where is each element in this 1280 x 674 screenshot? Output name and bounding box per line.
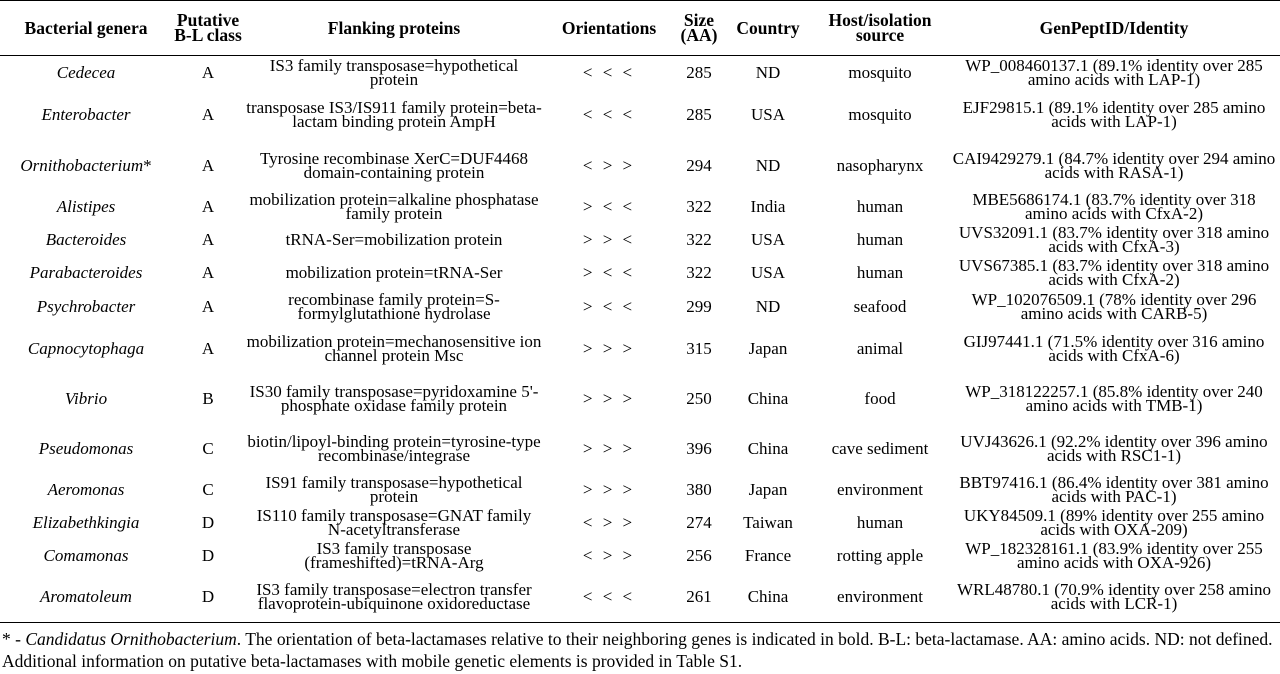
genus-name: Alistipes [56, 197, 116, 216]
cell-orientation: < < < [582, 62, 636, 82]
cell-genpept: UVS32091.1 (83.7% identity over 318 amino acids with CfxA-3) [958, 223, 1270, 256]
cell-genus [0, 224, 172, 257]
cell-country: France [744, 546, 792, 565]
table-row [0, 325, 1280, 374]
genus-name: Vibrio [64, 388, 108, 408]
genus-name: Bacteroides [45, 230, 127, 249]
cell-flanking: transposase IS3/IS911 family protein=beta-lactam binding protein AmpH [246, 98, 542, 131]
cell-genus [0, 540, 172, 573]
header-size: Size (AA) [674, 1, 724, 56]
cell-orientation: < > > [582, 513, 636, 532]
genus-name: Parabacteroides [29, 263, 143, 282]
cell-size: 380 [686, 480, 712, 499]
cell-host: rotting apple [836, 546, 924, 565]
footnote-italic: Candidatus Ornithobacterium [25, 629, 237, 649]
table-row [0, 474, 1280, 507]
cell-country: India [750, 197, 786, 216]
header-genera: Bacterial genera [0, 1, 172, 56]
cell-genpept: WP_008460137.1 (89.1% identity over 285 amino acids with LAP-1) [965, 55, 1263, 89]
cell-country: Japan [748, 339, 788, 358]
cell-orientation: > < < [582, 297, 636, 316]
cell-class: D [201, 513, 215, 532]
cell-genpept: WRL48780.1 (70.9% identity over 258 amino acids with LCR-1) [948, 573, 1280, 623]
cell-genpept: BBT97416.1 (86.4% identity over 381 amino acids with PAC-1) [959, 473, 1269, 506]
cell-class: A [201, 297, 215, 316]
table-row [0, 257, 1280, 290]
header-country: Country [724, 1, 812, 56]
genus-name: Elizabethkingia [32, 513, 140, 532]
cell-flanking: IS110 family transposase=GNAT family N-acetyltransferase [256, 506, 532, 539]
genus-name: Aeromonas [47, 480, 125, 499]
cell-class: A [201, 230, 215, 249]
cell-class: B [202, 388, 214, 408]
cell-genpept: UVS67385.1 (83.7% identity over 318 amino acids with CfxA-2) [958, 256, 1270, 289]
cell-genus [0, 141, 172, 191]
cell-genus [0, 56, 172, 90]
table-row [0, 374, 1280, 424]
cell-orientation: < > > [582, 546, 636, 565]
table-row [0, 90, 1280, 141]
table-row [0, 507, 1280, 540]
cell-size: 256 [686, 546, 712, 565]
cell-class: D [201, 546, 215, 565]
cell-class: A [201, 105, 215, 124]
header-row [0, 1, 1280, 56]
table-row [0, 56, 1280, 90]
cell-size: 250 [686, 388, 712, 408]
genus-name: Enterobacter [41, 105, 131, 124]
cell-host: mosquito [848, 62, 912, 82]
cell-country: USA [750, 263, 785, 282]
header-orientations: Orientations [544, 1, 674, 56]
cell-host: mosquito [848, 105, 912, 124]
cell-genpept: WP_318122257.1 (85.8% identity over 240 amino acids with TMB-1) [965, 381, 1263, 415]
cell-class: D [172, 573, 244, 623]
cell-orientation: > > > [582, 388, 636, 408]
cell-genpept: MBE5686174.1 (83.7% identity over 318 amino acids with CfxA-2) [972, 190, 1256, 223]
cell-class: A [201, 197, 215, 216]
cell-orientation: > < < [582, 197, 636, 216]
header-class: Putative B-L class [172, 1, 244, 56]
table-row [0, 424, 1280, 474]
cell-genpept: UKY84509.1 (89% identity over 255 amino acids with OXA-209) [963, 506, 1265, 539]
header-host: Host/isolation source [812, 1, 948, 56]
genus-name: Aromatoleum [40, 587, 132, 607]
cell-host: cave sediment [831, 438, 929, 458]
cell-host: environment [812, 573, 948, 623]
cell-flanking: mobilization protein=alkaline phosphatase family protein [249, 190, 539, 223]
cell-host: seafood [853, 297, 907, 316]
cell-class: A [201, 155, 215, 175]
table-row [0, 540, 1280, 573]
cell-host: animal [856, 339, 904, 358]
cell-orientation: < < < [582, 105, 636, 124]
cell-host: human [856, 230, 904, 249]
cell-host: human [856, 513, 904, 532]
cell-genpept: EJF29815.1 (89.1% identity over 285 amino acids with LAP-1) [962, 98, 1266, 131]
table-row [0, 191, 1280, 224]
cell-class: A [201, 339, 215, 358]
cell-flanking: mobilization protein=tRNA-Ser [285, 263, 503, 282]
cell-flanking: IS3 family transposase=hypothetical protein [269, 55, 519, 89]
cell-country: ND [755, 297, 781, 316]
cell-genpept: GIJ97441.1 (71.5% identity over 316 amino acids with CfxA-6) [963, 332, 1265, 365]
cell-country: China [724, 573, 812, 623]
header-flanking: Flanking proteins [244, 1, 544, 56]
cell-size: 285 [686, 62, 712, 82]
cell-country: ND [755, 155, 781, 175]
cell-genus [0, 290, 172, 325]
genus-name: Psychrobacter [36, 297, 136, 316]
cell-flanking: Tyrosine recombinase XerC=DUF4468 domain-containing protein [259, 148, 529, 182]
cell-flanking: biotin/lipoyl-binding protein=tyrosine-type recombinase/integrase [247, 431, 541, 465]
cell-flanking: IS30 family transposase=pyridoxamine 5'-phosphate oxidase family protein [249, 381, 539, 415]
cell-size: 274 [686, 513, 712, 532]
header-genpept: GenPeptID/Identity [948, 1, 1280, 56]
cell-size: 315 [686, 339, 712, 358]
cell-genus [0, 374, 172, 424]
genus-footnote-mark: * [143, 155, 152, 175]
table-row [0, 290, 1280, 325]
cell-country: Japan [748, 480, 788, 499]
cell-orientation: > > > [582, 438, 636, 458]
cell-size: 285 [686, 105, 712, 124]
cell-host: nasopharynx [836, 155, 924, 175]
cell-size: 299 [686, 297, 712, 316]
cell-orientation: > > < [582, 230, 636, 249]
genus-name: Capnocytophaga [27, 339, 145, 358]
cell-flanking: IS3 family transposase=electron transfer flavoprotein-ubiquinone oxidoreductase [244, 573, 544, 623]
cell-flanking: IS91 family transposase=hypothetical protein [265, 473, 523, 506]
cell-orientation: > > > [582, 480, 636, 499]
table-row [0, 573, 1280, 623]
cell-orientation: > > > [582, 339, 636, 358]
cell-class: A [201, 62, 215, 82]
cell-genpept: UVJ43626.1 (92.2% identity over 396 amino acids with RSC1-1) [960, 431, 1268, 465]
table-row [0, 141, 1280, 191]
cell-orientation: < > > [582, 155, 636, 175]
cell-size: 322 [686, 230, 712, 249]
cell-host: human [856, 263, 904, 282]
cell-genus [0, 257, 172, 290]
cell-country: China [747, 388, 789, 408]
cell-host: environment [837, 480, 923, 499]
footnote-prefix: * - [2, 629, 26, 649]
cell-country: China [747, 438, 789, 458]
cell-genus [0, 507, 172, 540]
cell-country: USA [750, 230, 785, 249]
cell-country: ND [755, 62, 781, 82]
cell-class: C [202, 438, 214, 458]
genus-name: Pseudomonas [38, 438, 134, 458]
cell-class: A [201, 263, 215, 282]
footnote-text: . The orientation of beta-lactamases relative to their neighboring genes is indicated in bold. B-L: beta-lactamase. AA: amino acids. ND: not defined. Additional information on putative beta-lactamases with mobile genetic elements is provided in Table S1. [2, 629, 1273, 671]
cell-flanking: tRNA-Ser=mobilization protein [285, 230, 503, 249]
cell-size: 322 [686, 263, 712, 282]
cell-genus [0, 573, 172, 623]
cell-genpept: WP_102076509.1 (78% identity over 296 amino acids with CARB-5) [971, 290, 1257, 323]
cell-host: food [864, 388, 896, 408]
cell-size: 322 [686, 197, 712, 216]
cell-country: USA [750, 105, 785, 124]
cell-genpept: CAI9429279.1 (84.7% identity over 294 amino acids with RASA-1) [952, 148, 1276, 182]
cell-size: 261 [674, 573, 724, 623]
cell-size: 294 [686, 155, 712, 175]
genus-name: Ornithobacterium [20, 155, 144, 175]
cell-flanking: recombinase family protein=S-formylglutathione hydrolase [288, 290, 500, 323]
cell-genus [0, 90, 172, 141]
cell-orientation: > < < [582, 263, 636, 282]
genus-name: Cedecea [56, 62, 116, 82]
cell-genus [0, 424, 172, 474]
cell-genus [0, 474, 172, 507]
table-footnote [2, 628, 1278, 672]
cell-host: human [856, 197, 904, 216]
cell-country: Taiwan [743, 513, 793, 532]
cell-flanking: mobilization protein=mechanosensitive ion channel protein Msc [246, 332, 542, 365]
cell-class: C [202, 480, 214, 499]
cell-genpept: WP_182328161.1 (83.9% identity over 255 amino acids with OXA-926) [965, 539, 1263, 572]
cell-flanking: IS3 family transposase (frameshifted)=tRNA-Arg [304, 539, 484, 572]
genus-name: Comamonas [43, 546, 129, 565]
table-row [0, 224, 1280, 257]
cell-orientation: < < < [544, 573, 674, 623]
cell-size: 396 [686, 438, 712, 458]
cell-genus [0, 325, 172, 374]
cell-genus [0, 191, 172, 224]
